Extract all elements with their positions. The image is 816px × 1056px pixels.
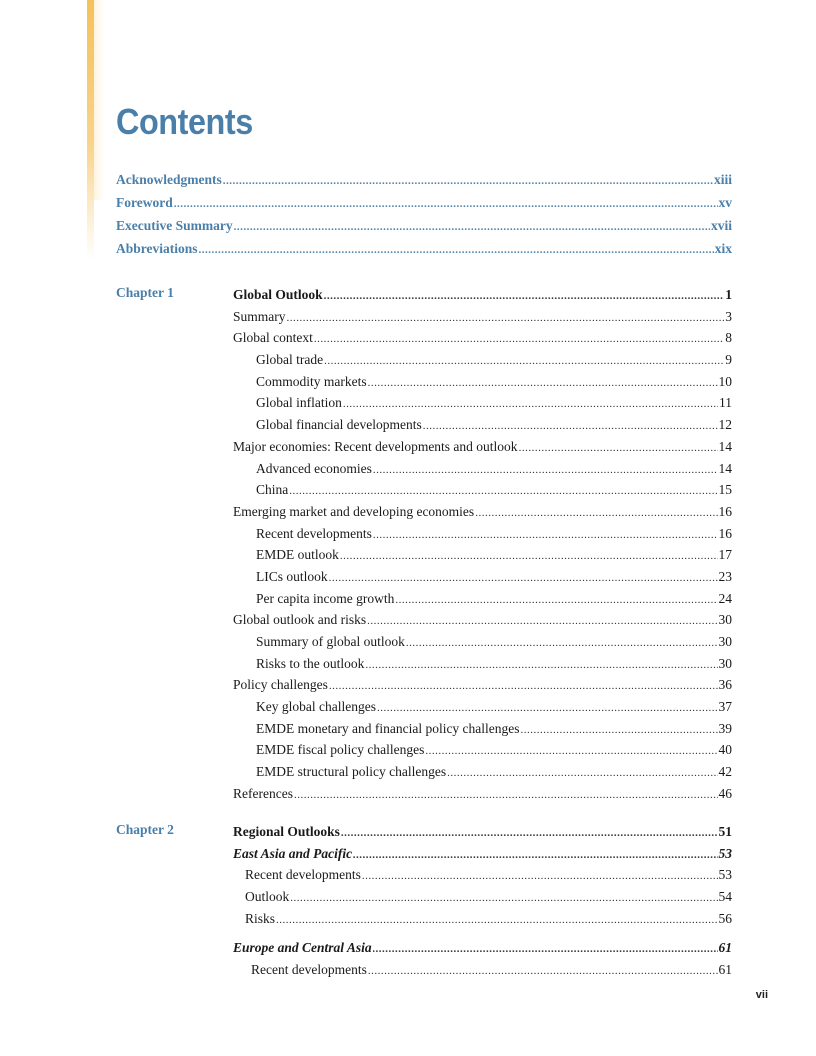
dot-leader bbox=[289, 481, 717, 501]
toc-entry-page: 17 bbox=[718, 547, 732, 563]
toc-entry-label: Acknowledgments bbox=[116, 172, 222, 187]
toc-entry-page: 61 bbox=[718, 962, 732, 978]
toc-entry-label: Major economies: Recent developments and outlook bbox=[233, 438, 518, 454]
toc-subentry[interactable] bbox=[233, 865, 732, 887]
toc-entry[interactable] bbox=[233, 610, 732, 632]
toc-entry-label: Recent developments bbox=[251, 962, 367, 978]
toc-subentry[interactable] bbox=[233, 372, 732, 394]
toc-entry-label: Per capita income growth bbox=[256, 590, 395, 606]
dot-leader bbox=[294, 785, 718, 805]
toc-subentry[interactable] bbox=[233, 415, 732, 437]
dot-leader bbox=[447, 763, 717, 783]
dot-leader bbox=[234, 217, 710, 237]
toc-subentry[interactable] bbox=[233, 567, 732, 589]
toc-entry[interactable] bbox=[233, 822, 732, 844]
toc-entry-page: 3 bbox=[725, 308, 732, 324]
toc-entry-label: Global outlook and risks bbox=[233, 612, 367, 628]
toc-entry-label: Regional Outlooks bbox=[233, 824, 340, 839]
toc-entry-label: Policy challenges bbox=[233, 677, 328, 693]
toc-entry-label: Global inflation bbox=[256, 395, 342, 411]
toc-entry-page: 11 bbox=[719, 395, 732, 411]
toc-entry-page: 30 bbox=[718, 634, 732, 649]
dot-leader bbox=[368, 373, 718, 393]
toc-entry-page: 40 bbox=[718, 742, 732, 758]
toc-entry-label: Foreword bbox=[116, 195, 173, 210]
dot-leader bbox=[324, 351, 724, 371]
toc-entry[interactable] bbox=[233, 328, 732, 350]
toc-entry-page: 51 bbox=[718, 824, 732, 839]
toc-entry-page: 42 bbox=[718, 764, 732, 780]
toc-subentry[interactable] bbox=[233, 393, 732, 415]
toc-entry[interactable] bbox=[233, 437, 732, 459]
toc-entry-page: 56 bbox=[718, 910, 732, 926]
toc-entry-page: 10 bbox=[718, 373, 732, 389]
toc-subentry[interactable] bbox=[233, 654, 732, 676]
toc-entry-label: References bbox=[233, 785, 293, 801]
toc-entry-label: Global context bbox=[233, 330, 313, 346]
toc-entry-label: East Asia and Pacific bbox=[233, 845, 353, 861]
toc-entry-label: Summary bbox=[233, 308, 286, 324]
toc-entry-region[interactable] bbox=[233, 844, 732, 866]
toc-entry-page: 1 bbox=[725, 287, 732, 302]
toc-entry-page: 16 bbox=[718, 525, 732, 541]
dot-leader bbox=[343, 394, 718, 414]
toc-entry-label: LICs outlook bbox=[256, 568, 328, 584]
toc-entry-label: Commodity markets bbox=[256, 373, 367, 389]
toc-entry[interactable] bbox=[233, 307, 732, 329]
dot-leader bbox=[362, 866, 718, 886]
toc-entry-label: Risks bbox=[245, 910, 276, 926]
toc-entry-label: Emerging market and developing economies bbox=[233, 503, 475, 519]
toc-entry-page: 15 bbox=[718, 482, 732, 498]
toc-subentry[interactable] bbox=[233, 459, 732, 481]
toc-entry-page: 36 bbox=[718, 677, 732, 693]
toc-entry-label: Abbreviations bbox=[116, 241, 198, 256]
dot-leader bbox=[373, 460, 718, 480]
toc-entry-label: EMDE fiscal policy challenges bbox=[256, 742, 425, 758]
toc-entry-label: EMDE structural policy challenges bbox=[256, 764, 447, 780]
toc-subentry[interactable] bbox=[233, 545, 732, 567]
toc-entry-page: 23 bbox=[718, 568, 732, 584]
dot-leader bbox=[406, 633, 718, 653]
toc-entry-executive-summary[interactable] bbox=[116, 216, 732, 239]
page-title: Contents bbox=[116, 101, 253, 142]
toc-entry-page: 61 bbox=[718, 940, 732, 956]
toc-entry-page: 14 bbox=[718, 460, 732, 476]
chapter-1-label: Chapter 1 bbox=[116, 285, 174, 300]
toc-entry-acknowledgments[interactable] bbox=[116, 170, 732, 193]
toc-entry-page: 53 bbox=[718, 867, 732, 883]
dot-leader bbox=[290, 888, 717, 908]
dot-leader bbox=[324, 286, 725, 306]
toc-subentry[interactable] bbox=[233, 480, 732, 502]
dot-leader bbox=[365, 655, 717, 675]
toc-entry-label: Europe and Central Asia bbox=[233, 940, 372, 956]
toc-entry-page: 30 bbox=[718, 655, 732, 671]
decorative-side-bar bbox=[87, 0, 94, 260]
toc-subentry[interactable] bbox=[233, 762, 732, 784]
toc-subentry[interactable] bbox=[233, 719, 732, 741]
dot-leader bbox=[521, 720, 718, 740]
page-number: vii bbox=[755, 989, 768, 1001]
toc-entry-label: Summary of global outlook bbox=[256, 634, 405, 649]
toc-entry-page: 39 bbox=[718, 720, 732, 736]
dot-leader bbox=[341, 823, 718, 843]
toc-subentry[interactable] bbox=[233, 740, 732, 762]
dot-leader bbox=[174, 194, 718, 214]
dot-leader bbox=[373, 525, 718, 545]
toc-subentry[interactable] bbox=[233, 589, 732, 611]
dot-leader bbox=[367, 611, 717, 631]
toc-entry-foreword[interactable] bbox=[116, 193, 732, 216]
toc-entry[interactable] bbox=[233, 784, 732, 806]
toc-entry[interactable] bbox=[233, 675, 732, 697]
toc-entry[interactable] bbox=[233, 502, 732, 524]
dot-leader bbox=[423, 416, 718, 436]
toc-entry-label: Risks to the outlook bbox=[256, 655, 365, 671]
dot-leader bbox=[329, 568, 718, 588]
toc-subentry[interactable] bbox=[233, 697, 732, 719]
toc-subentry[interactable] bbox=[233, 350, 732, 372]
toc-entry-page: 9 bbox=[725, 352, 732, 368]
toc-entry-label: Outlook bbox=[245, 889, 290, 905]
dot-leader bbox=[353, 845, 717, 865]
toc-entry-label: Executive Summary bbox=[116, 218, 233, 233]
dot-leader bbox=[223, 171, 713, 191]
toc-entry-region[interactable] bbox=[233, 938, 732, 960]
dot-leader bbox=[276, 910, 717, 930]
dot-leader bbox=[368, 961, 718, 981]
toc-entry-page: xvii bbox=[710, 218, 732, 233]
toc-entry-label: Key global challenges bbox=[256, 699, 376, 715]
dot-leader bbox=[377, 698, 718, 718]
chapter-2-entries bbox=[233, 822, 732, 982]
dot-leader bbox=[519, 438, 718, 458]
dot-leader bbox=[314, 329, 724, 349]
chapter-2-label: Chapter 2 bbox=[116, 822, 174, 837]
dot-leader bbox=[287, 308, 725, 328]
dot-leader bbox=[425, 741, 717, 761]
toc-entry-label: EMDE outlook bbox=[256, 547, 339, 563]
toc-entry-page: 14 bbox=[718, 438, 732, 454]
toc-entry-page: 30 bbox=[718, 612, 732, 628]
toc-entry-page: 54 bbox=[718, 889, 732, 905]
toc-entry-label: Global Outlook bbox=[233, 287, 323, 302]
toc-entry-label: EMDE monetary and financial policy challenges bbox=[256, 720, 520, 736]
toc-entry-label: Recent developments bbox=[245, 867, 361, 883]
toc-entry-page: 53 bbox=[718, 845, 732, 861]
toc-entry-label: China bbox=[256, 482, 289, 498]
toc-entry-page: 8 bbox=[725, 330, 732, 346]
toc-subentry[interactable] bbox=[233, 524, 732, 546]
toc-entry-page: 16 bbox=[718, 503, 732, 519]
dot-leader bbox=[340, 546, 718, 566]
toc-entry-label: Advanced economies bbox=[256, 460, 372, 476]
dot-leader bbox=[373, 939, 718, 959]
toc-entry-label: Recent developments bbox=[256, 525, 372, 541]
toc-entry-page: 37 bbox=[718, 699, 732, 715]
toc-entry-page: xix bbox=[714, 241, 732, 256]
toc-subentry[interactable] bbox=[233, 909, 732, 931]
toc-entry-page: xv bbox=[718, 195, 732, 210]
front-matter-list bbox=[116, 170, 732, 262]
chapter-1-entries bbox=[233, 285, 732, 806]
toc-entry[interactable] bbox=[233, 285, 732, 307]
toc-entry-abbreviations[interactable] bbox=[116, 239, 732, 262]
toc-subentry[interactable] bbox=[233, 887, 732, 909]
toc-subentry[interactable] bbox=[233, 632, 732, 654]
toc-entry-page: 12 bbox=[718, 417, 732, 433]
toc-entry-label: Global trade bbox=[256, 352, 324, 368]
toc-entry-page: 24 bbox=[718, 590, 732, 606]
toc-entry-label: Global financial developments bbox=[256, 417, 422, 433]
dot-leader bbox=[475, 503, 717, 523]
toc-entry-page: xiii bbox=[713, 172, 732, 187]
decorative-side-bar-glow bbox=[94, 0, 104, 200]
dot-leader bbox=[395, 590, 717, 610]
toc-entry-page: 46 bbox=[718, 785, 732, 801]
toc-subentry[interactable] bbox=[233, 960, 732, 982]
dot-leader bbox=[199, 240, 714, 260]
dot-leader bbox=[329, 676, 718, 696]
